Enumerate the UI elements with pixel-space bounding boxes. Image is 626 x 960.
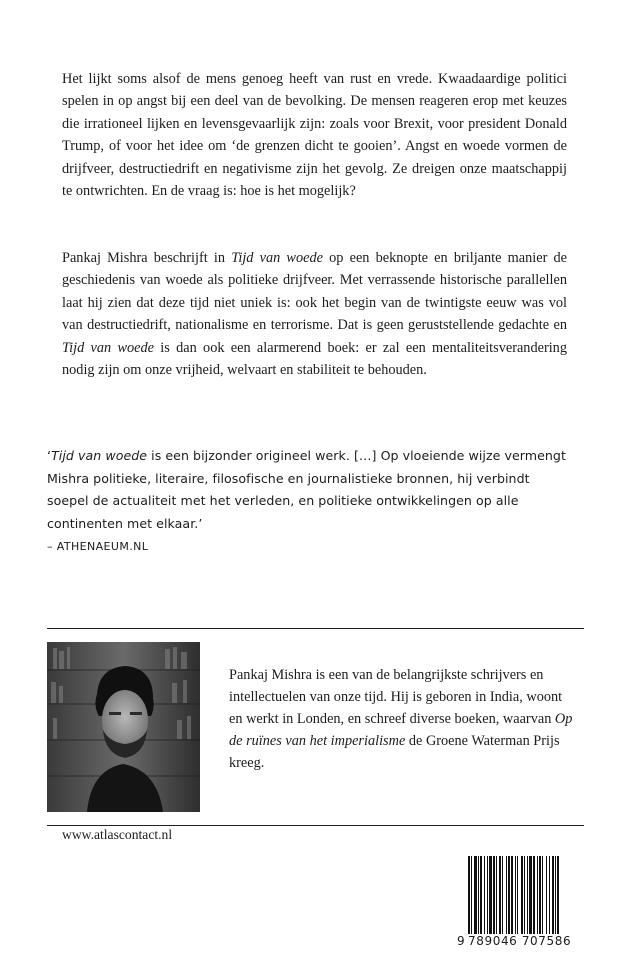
quote-book-title: Tijd van woede bbox=[51, 448, 148, 463]
barcode-bar bbox=[557, 856, 559, 944]
blurb-text: is dan ook een alarmerend boek: er zal een mentaliteitsverandering nodig zijn om onze vrijheid, welvaart en stabiliteit te behouden. bbox=[62, 339, 567, 379]
barcode-bar bbox=[496, 856, 497, 934]
divider-top bbox=[47, 628, 584, 629]
barcode-bar bbox=[546, 856, 547, 934]
barcode-bar bbox=[506, 856, 507, 934]
barcode-bar bbox=[484, 856, 485, 934]
book-title: Tijd van woede bbox=[62, 339, 154, 356]
barcode-bar bbox=[508, 856, 510, 934]
barcode-bar bbox=[511, 856, 513, 934]
barcode-bar bbox=[529, 856, 532, 934]
barcode-bar bbox=[489, 856, 492, 934]
barcode-bar bbox=[515, 856, 516, 944]
quote-source: – ATHENAEUM.NL bbox=[47, 540, 149, 553]
barcode-bar bbox=[502, 856, 503, 934]
barcode-bar bbox=[471, 856, 472, 944]
author-portrait-image bbox=[47, 642, 200, 812]
quote-open-mark: ‘ bbox=[47, 448, 52, 463]
barcode-bar bbox=[474, 856, 477, 934]
barcode-bar bbox=[521, 856, 523, 934]
publisher-url[interactable]: www.atlascontact.nl bbox=[62, 827, 173, 842]
barcode-bar bbox=[527, 856, 528, 934]
review-quote bbox=[47, 445, 572, 535]
barcode-bar bbox=[478, 856, 479, 934]
isbn-first-digit: 9 bbox=[457, 934, 465, 948]
barcode-bar bbox=[552, 856, 554, 934]
barcode-bar bbox=[542, 856, 543, 934]
divider-bottom bbox=[47, 825, 584, 826]
bio-book-title: Op de ruïnes van het imperialisme bbox=[229, 711, 573, 749]
isbn-digits: 789046 707586 bbox=[468, 934, 596, 948]
barcode-bar bbox=[517, 856, 518, 934]
barcode-bar bbox=[499, 856, 501, 934]
barcode-bar bbox=[537, 856, 538, 934]
barcode-bar bbox=[493, 856, 495, 934]
barcode-bar bbox=[549, 856, 550, 934]
blurb-paragraph-1: Het lijkt soms alsof de mens genoeg heeft van rust en vrede. Kwaadaardige politici spelen in op angst bij een deel van de bevolking. De mensen reageren erop met keuzes die irrationeel lijken en levensgevaarlijk zijn: zoals voor Brexit, voor president Donald Trump, of voor het idee om ‘de grenzen dicht te gooien’. Angst en woede vormen de drijfveer, destructiedrift en negativisme zijn het gevolg. Ze dreigen onze maatschappij te ontwrichten. En de vraag is: hoe is het mogelijk? bbox=[62, 71, 567, 200]
barcode-bar bbox=[539, 856, 541, 934]
barcode-bar bbox=[487, 856, 488, 934]
blurb-text: Pankaj Mishra beschrijft in bbox=[62, 250, 232, 266]
book-title: Tijd van woede bbox=[231, 250, 323, 266]
barcode-bar bbox=[524, 856, 525, 934]
barcode-bar bbox=[533, 856, 535, 934]
barcode-bar bbox=[480, 856, 482, 934]
barcode-bar bbox=[555, 856, 556, 944]
bio-text: Pankaj Mishra is een van de belangrijkste schrijvers en intellectuelen van onze tijd. Hij is geboren in India, woont en werkt in Londen, en schreef diverse boeken, waarvan bbox=[229, 667, 563, 727]
author-photo bbox=[47, 642, 200, 812]
quote-text: is een bijzonder origineel werk. […] Op vloeiende wijze vermengt Mishra politieke, literaire, filosofische en journalistieke bronnen, hij verbindt soepel de actualiteit met het verleden, en politieke ontwikkelingen op alle continenten met elkaar.’ bbox=[47, 448, 566, 531]
bio-text: de Groene Waterman Prijs kreeg. bbox=[229, 733, 560, 771]
blurb-paragraph-2 bbox=[62, 247, 567, 381]
author-bio bbox=[229, 664, 574, 774]
barcode-bar bbox=[468, 856, 470, 944]
blurb-text: op een beknopte en briljante manier de geschiedenis van woede als politieke drijfveer. Met verrassende historische parallellen laat hij zien dat deze tijd niet uniek is: ook het begin van de twintigste eeuw was vol van destructiedrift, nationalisme en terrorisme. Dat is geen geruststellende gedachte en bbox=[62, 250, 567, 334]
